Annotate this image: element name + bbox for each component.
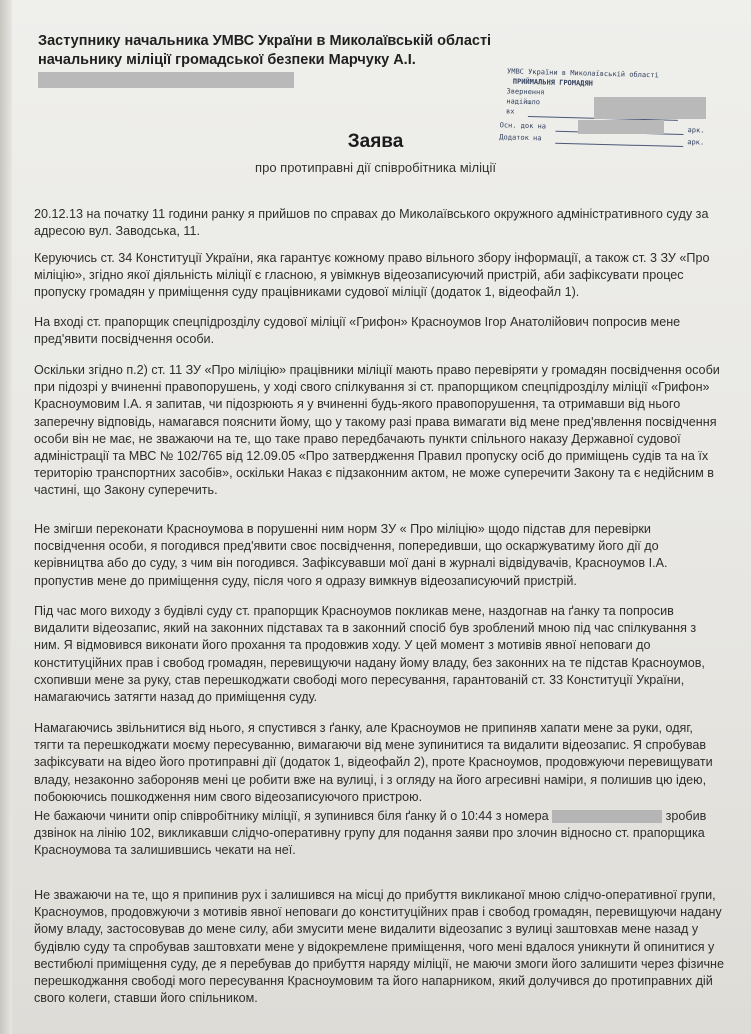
paragraph-8-part-b: зробив дзвінок на лінію 102, викликавши слідчо-оперативну групу для подання заяви про злочин відносно ст. прапорщика Красноумова та залишившись чекати на неї.: [34, 809, 707, 858]
stamp-line-4: надійшло: [506, 97, 541, 107]
document-title: Заява: [347, 131, 404, 152]
paragraph-7: Намагаючись звільнитися від нього, я спустився з ґанку, але Красноумов не припиняв хапати мене за руки, одяг, тягти та перешкоджати моєму пересуванню, вимагаючи від мене зупинитися та видалити відеозапис. Я спробував зафіксувати на відео його протиправні дії (додаток 1, відеофайл 2), проте Красноумов, продовжуючи перевищувати владу, незаконно забороняв мені це робити вже на вулиці, і з огляду на його агресивні наміри, я полишив цю ідею, побоюючись пошкодження ним свого відеозаписуючого пристрою.: [34, 721, 713, 804]
redacted-phone-number: [552, 810, 662, 823]
stamp-line-7-suffix: арк.: [687, 138, 705, 147]
paragraph-9: Не зважаючи на те, що я припинив рух і залишився на місці до прибуття викликаної мною слідчо-оперативної групи, Красноумов, продовжуючи з мотивів явної неповаги до конституційних прав і свобод громадян, перевищуючи надану йому владу, застосовував до мене силу, аби змусити мене видалити відеозапис з вулиці заштовхав мене назад у будівлю суду та спробував заштовхати мене у відокремлене приміщення, чого мені вдалося уникнути й опинитися у вестибюлі приміщення суду, де я перебував до прибуття наряду міліції, не маючи змоги його залишити через фізичне перешкоджання свободі мого пересування Красноумовим та його напарником, який долучився до протиправних дій свого колеги, ставши його спільником.: [34, 888, 724, 1006]
paragraph-2: Керуючись ст. 34 Конституції України, яка гарантує кожному право вільного збору інформації, а також ст. 3 ЗУ «Про міліцію», згідно якої діяльність міліції є гласною, я увімкнув відеозаписуючий пристрій, аби зафіксувати процес пропуску громадян у приміщення суду працівниками судової міліції (додаток 1, відеофайл 1).: [34, 251, 710, 300]
paragraph-8: [34, 808, 724, 860]
stamp-line-6-suffix: арк.: [687, 126, 705, 135]
redacted-name-block: [38, 72, 294, 88]
addressee-line-1: Заступнику начальника УМВС України в Миколаївській області: [38, 33, 492, 49]
stamp-line-6-label: Осн. док на: [499, 121, 547, 131]
paragraph-1: 20.12.13 на початку 11 години ранку я прийшов по справах до Миколаївського окружного адміністративного суду за адресою вул. Заводська, 11.: [34, 207, 709, 239]
document-subtitle: про протиправні дії співробітника міліції: [255, 160, 496, 175]
paragraph-3: На вході ст. прапорщик спецпідрозділу судової міліції «Грифон» Красноумов Ігор Анатолійович попросив мене пред'явити посвідчення особи.: [34, 315, 681, 347]
addressee-line-2: начальнику міліції громадської безпеки Марчуку А.І.: [38, 52, 416, 68]
stamp-line-5: вх: [505, 107, 515, 116]
paragraph-6: Під час мого виходу з будівлі суду ст. прапорщик Красноумов покликав мене, наздогнав на ґанку та попросив видалити відеозапис, який на законних підставах та в законний спосіб був зроблений мною під час спілкування з ним. Я відмовився виконати його прохання та продовжив ходу. У цей момент з мотивів явної неповаги до конституційних прав і свобод громадян, перевищуючи надану йому владу, без законних на те підстав Красноумов, схопивши мене за руку, став перешкоджати свободі мого пересування, гарантованій ст. 33 Конституції України, намагаючись затягти назад до приміщення суду.: [34, 604, 705, 705]
paragraph-4: Оскільки згідно п.2) ст. 11 ЗУ «Про міліцію» працівники міліції мають право перевіряти у громадян посвідчення особи при підозрі у вчиненні правопорушень, у ході свого спілкування зі ст. прапорщиком спецпідрозділу міліції «Грифон» Красноумовим І.А. я запитав, чи підозрюють я у вчиненні будь-якого правопорушення, та отримавши від нього заперечну відповідь, намагався пояснити йому, що у такому разі права вимагати від мене пред'явлення посвідчення особи він не має, не зважаючи на те, що таке право передбачають пункти спільного наказу Державної судової адміністрації та МВС № 102/765 від 12.09.05 «Про затвердження Правил пропуску осіб до приміщень судів та на їх територію транспортних засобів», оскільки Наказ є підзаконним актом, не може суперечити Закону та є недійсним в частині, що Закону суперечить.: [34, 363, 720, 498]
stamp-line-3: Звернення: [506, 87, 545, 97]
stamp-line-7-label: Додаток на: [499, 133, 542, 143]
paragraph-8-part-a: Не бажаючи чинити опір співробітнику міліції, я зупинився біля ґанку й о 10:44 з номера: [34, 809, 549, 823]
paragraph-5: Не змігши переконати Красноумова в порушенні ним норм ЗУ « Про міліцію» щодо підстав для перевірки посвідчення особи, я погодився пред'явити своє посвідчення, попередивши, що оскаржуватиму його дії до керівництва або до суду, з чим він погодився. Зафіксувавши мої дані в журналі відвідувачів, Красноумов І.А. пропустив мене до приміщення суду, після чого я одразу вимкнув відеозаписуючий пристрій.: [34, 522, 668, 588]
page-edge-shadow: [0, 0, 12, 1034]
stamp-line-2: ПРИЙМАЛЬНЯ ГРОМАДЯН: [512, 77, 593, 88]
redacted-stamp-number: [594, 97, 706, 119]
stamp-line-1: УМВС України в Миколаївській області: [506, 67, 659, 80]
addressee-block: [38, 32, 491, 70]
